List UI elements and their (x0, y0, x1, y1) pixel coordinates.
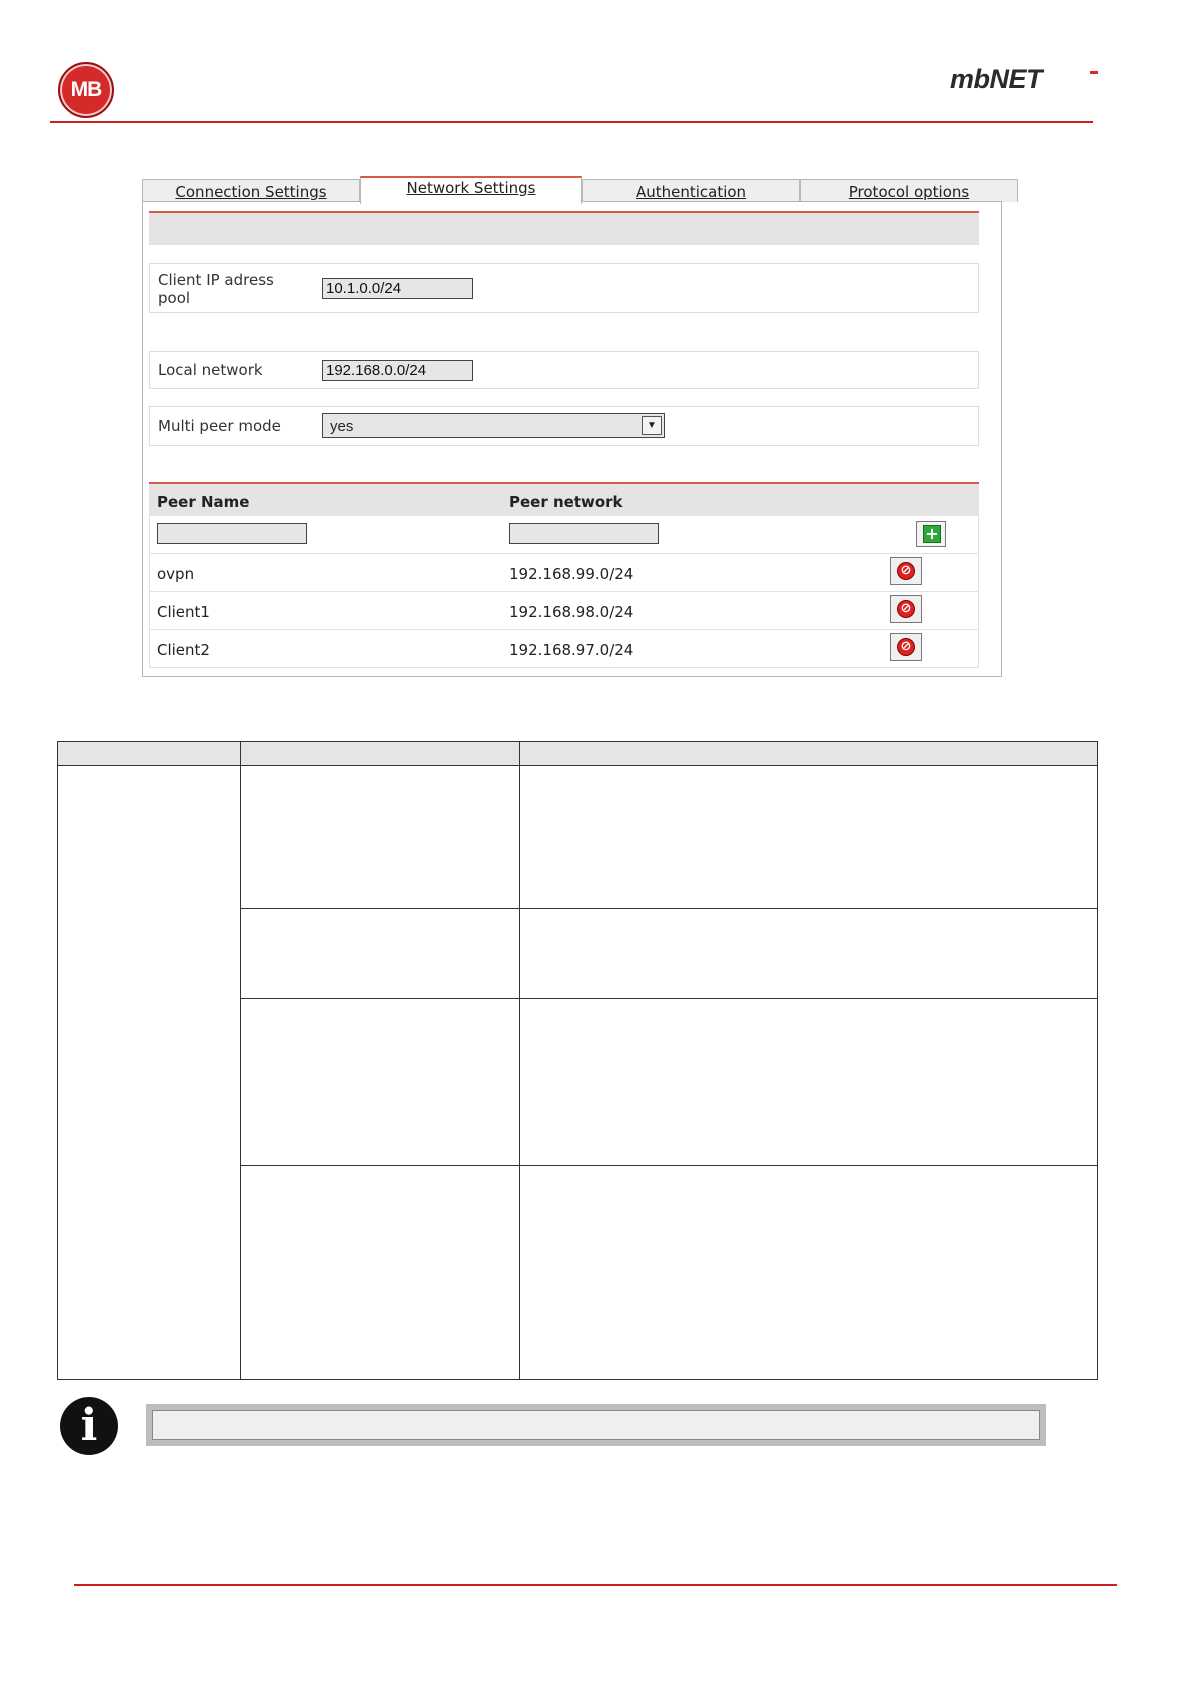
tab-connection-settings[interactable]: Connection Settings (142, 179, 360, 202)
table-row (149, 554, 979, 592)
client-ip-pool-label (158, 271, 274, 307)
tab-protocol-options[interactable]: Protocol options (800, 179, 1018, 202)
delete-peer-button[interactable] (890, 595, 922, 623)
peer-name: Client1 (157, 603, 210, 621)
delete-icon: ⊘ (897, 562, 915, 580)
network-settings-panel (142, 201, 1002, 677)
mb-logo-text: MB (70, 78, 102, 101)
multi-peer-mode-label: Multi peer mode (158, 417, 281, 435)
local-network-input[interactable]: 192.168.0.0/24 (322, 360, 473, 381)
tab-network-settings[interactable]: Network Settings (360, 176, 582, 204)
multi-peer-mode-row (149, 406, 979, 446)
local-network-label: Local network (158, 361, 263, 379)
row-divider (240, 908, 1097, 909)
add-icon: + (923, 525, 941, 543)
chevron-down-icon[interactable]: ▼ (642, 416, 662, 435)
multi-peer-mode-value: yes (330, 418, 354, 435)
tab-bar (142, 176, 1012, 202)
peer-network-input[interactable] (509, 523, 659, 544)
table-row (149, 592, 979, 630)
client-ip-pool-row (149, 263, 979, 313)
peer-name-input[interactable] (157, 523, 307, 544)
delete-peer-button[interactable] (890, 557, 922, 585)
local-network-row (149, 351, 979, 389)
column-divider (240, 742, 241, 1379)
peer-network: 192.168.98.0/24 (509, 603, 634, 621)
peer-add-row (149, 516, 979, 554)
peer-network-column-header: Peer network (509, 493, 623, 511)
row-divider (240, 1165, 1097, 1166)
table-row (149, 630, 979, 668)
peer-network: 192.168.97.0/24 (509, 641, 634, 659)
peer-network: 192.168.99.0/24 (509, 565, 634, 583)
delete-icon: ⊘ (897, 600, 915, 618)
peer-name: Client2 (157, 641, 210, 659)
client-ip-pool-label-line2: pool (158, 289, 191, 307)
brand-accent (1090, 71, 1098, 74)
mbnet-brand: mbNET (950, 64, 1042, 94)
multi-peer-mode-select[interactable] (322, 413, 665, 438)
info-note-box (146, 1404, 1046, 1446)
peer-name-column-header: Peer Name (157, 493, 250, 511)
header-divider (50, 121, 1093, 123)
delete-peer-button[interactable] (890, 633, 922, 661)
add-peer-button[interactable] (916, 521, 946, 547)
peer-table-header (149, 482, 979, 516)
column-divider (519, 742, 520, 1379)
description-table-header (58, 742, 1097, 766)
delete-icon: ⊘ (897, 638, 915, 656)
description-table (57, 741, 1098, 1380)
info-icon: i (60, 1397, 118, 1455)
tab-authentication[interactable]: Authentication (582, 179, 800, 202)
client-ip-pool-input[interactable]: 10.1.0.0/24 (322, 278, 473, 299)
section-header-bar (149, 211, 979, 245)
row-divider (240, 998, 1097, 999)
client-ip-pool-label-line1: Client IP adress (158, 271, 274, 289)
info-note-inner (152, 1410, 1040, 1440)
mb-logo (58, 62, 114, 118)
peer-name: ovpn (157, 565, 195, 583)
footer-divider (74, 1584, 1117, 1586)
